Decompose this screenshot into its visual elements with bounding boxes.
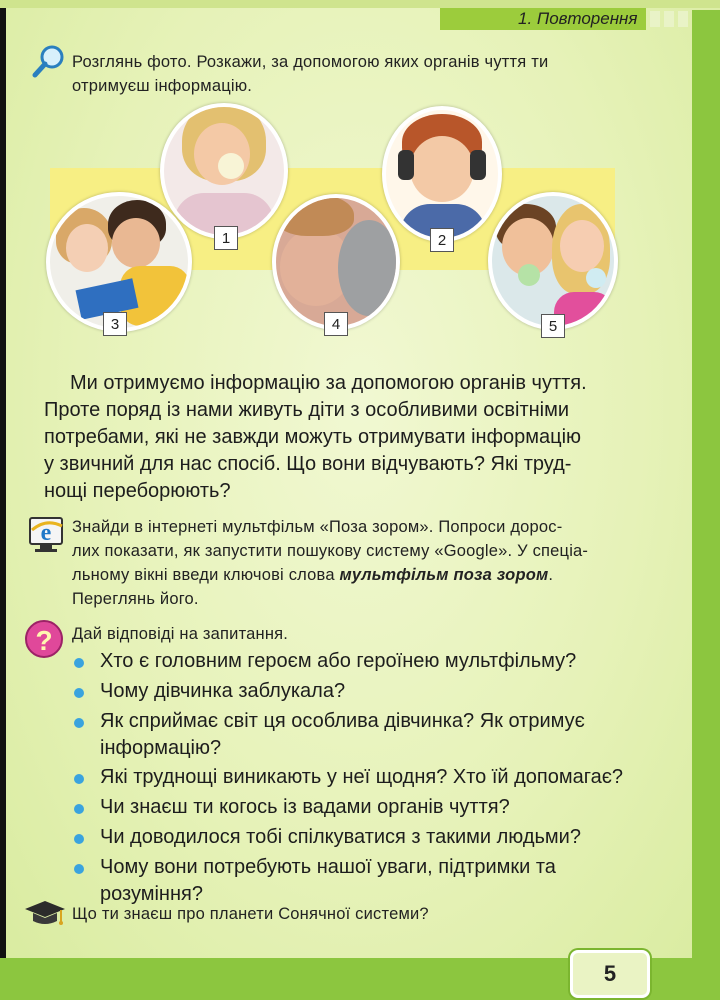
magnifier-icon <box>30 44 66 80</box>
photo-boy-headphones <box>382 106 502 242</box>
svg-text:?: ? <box>35 625 53 656</box>
bullet <box>74 688 84 698</box>
bullet <box>74 804 84 814</box>
photo-boy-cat <box>272 194 400 330</box>
bullet <box>74 718 84 728</box>
bullet <box>74 864 84 874</box>
main-text-line: Ми отримуємо інформацію за допомогою органів чуття. <box>70 372 587 394</box>
svg-text:e: e <box>40 520 52 546</box>
photo-girl-flower <box>160 103 288 239</box>
top-strip <box>0 0 720 8</box>
photo-number-label: 5 <box>541 314 565 338</box>
question-line: Хто є головним героєм або героїнею мультфільму? <box>100 650 577 672</box>
photo-number-label: 3 <box>103 312 127 336</box>
internet-task-line: Знайди в інтернеті мультфільм «Поза зором». Попроси дорос- <box>72 518 563 536</box>
questions-prompt: Дай відповіді на запитання. <box>72 625 289 643</box>
internet-task-line: Переглянь його. <box>72 590 199 608</box>
photo-children-ice-cream <box>488 192 618 330</box>
internet-task-line: льному вікні введи ключові слова мультфільм поза зором. <box>72 566 554 584</box>
question-line: інформацію? <box>100 737 222 759</box>
internet-task-line: лих показати, як запустити пошукову систему «Google». У спеціа- <box>72 542 589 560</box>
question-line: Чому вони потребують нашої уваги, підтримки та <box>100 856 556 878</box>
page-number: 5 <box>570 950 650 998</box>
graduation-cap-icon <box>24 898 66 928</box>
bullet <box>74 774 84 784</box>
photo-children-reading <box>46 192 192 332</box>
page-edge <box>0 0 6 1000</box>
bullet <box>74 834 84 844</box>
header-decoration <box>678 11 688 27</box>
search-keywords: мультфільм поза зором <box>339 566 549 584</box>
question-line: Як сприймає світ ця особлива дівчинка? Як отримує <box>100 710 585 732</box>
intro-line: отримуєш інформацію. <box>72 77 253 95</box>
photo-number-label: 1 <box>214 226 238 250</box>
question-line: Чому дівчинка заблукала? <box>100 680 346 702</box>
right-margin-strip <box>692 10 720 1000</box>
main-text-line: у звичний для нас спосіб. Що вони відчувають? Які труд- <box>44 453 572 475</box>
photo-number-label: 2 <box>430 228 454 252</box>
question-mark-icon <box>24 618 64 660</box>
question-line: розуміння? <box>100 883 203 905</box>
final-question: Що ти знаєш про планети Сонячної системи? <box>72 905 429 923</box>
main-text-line: Проте поряд із нами живуть діти з особливими освітніми <box>44 399 570 421</box>
internet-explorer-icon <box>28 514 68 554</box>
question-line: Чи доводилося тобі спілкуватися з такими людьми? <box>100 826 581 848</box>
bullet <box>74 658 84 668</box>
photo-number-label: 4 <box>324 312 348 336</box>
header-decoration <box>664 11 674 27</box>
main-text-line: потребами, які не завжди можуть отримувати інформацію <box>44 426 582 448</box>
header-decoration <box>650 11 660 27</box>
section-title: 1. Повторення <box>518 9 638 28</box>
question-line: Які труднощі виникають у неї щодня? Хто їй допомагає? <box>100 766 624 788</box>
intro-line: Розглянь фото. Розкажи, за допомогою яких органів чуття ти <box>72 53 549 71</box>
main-text-line: нощі переборюють? <box>44 480 231 502</box>
question-line: Чи знаєш ти когось із вадами органів чуття? <box>100 796 510 818</box>
